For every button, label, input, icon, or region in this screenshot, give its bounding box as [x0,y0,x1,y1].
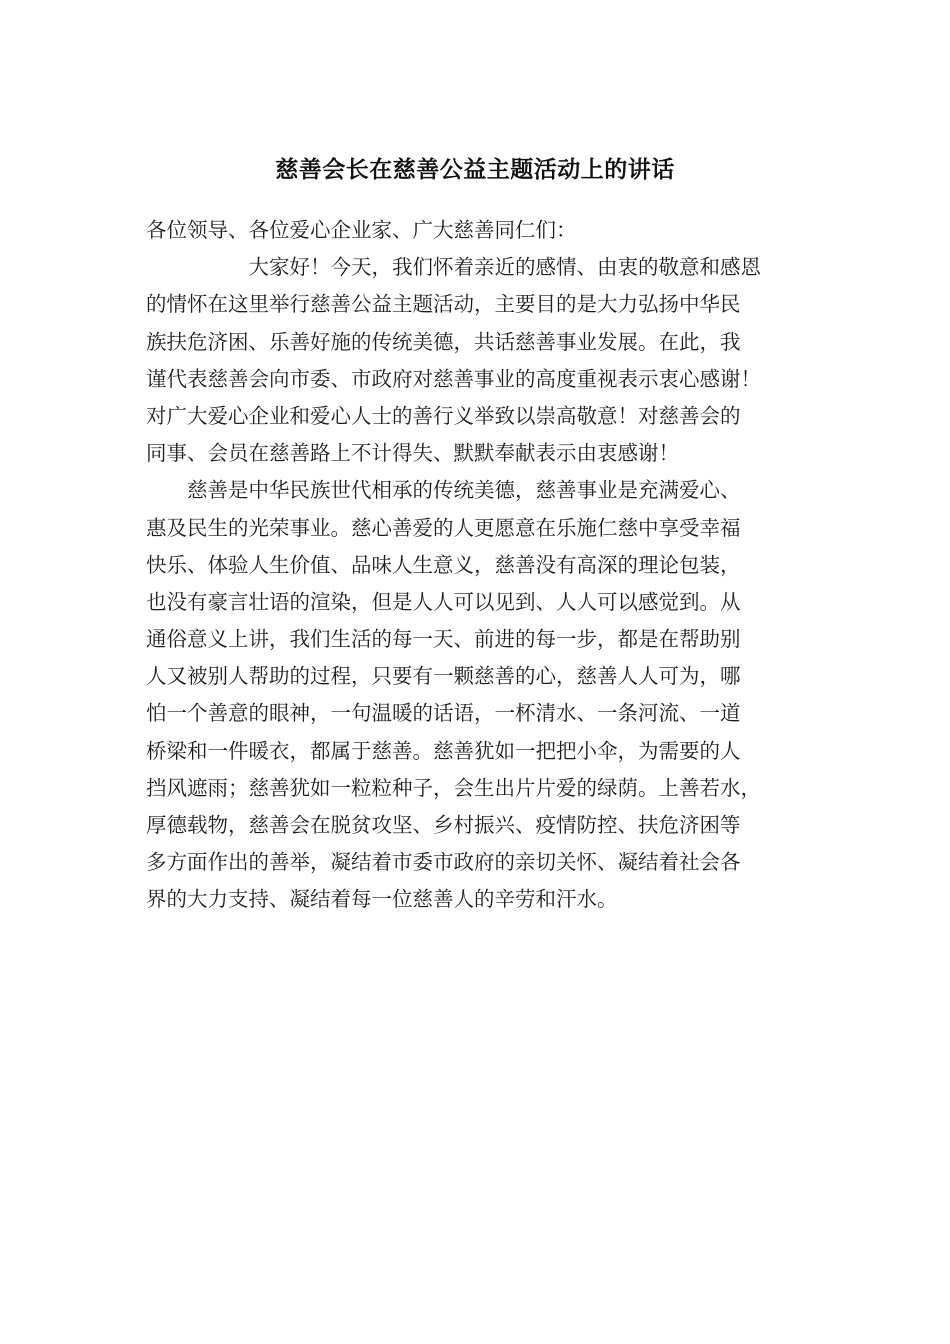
text-line: 对广大爱心企业和爱心人士的善行义举致以崇高敬意！对慈善会的 [146,403,741,428]
text-line: 同事、会员在慈善路上不计得失、默默奉献表示由衷感谢！ [146,441,679,466]
text-line: 多方面作出的善举，凝结着市委市政府的亲切关怀、凝结着社会各 [146,850,741,875]
text-line: 大家好！今天，我们怀着亲近的感情、由衷的敬意和感恩 [146,255,761,280]
text-line: 族扶危济困、乐善好施的传统美德，共话慈善事业发展。在此，我 [146,329,741,354]
text-line: 的情怀在这里举行慈善公益主题活动，主要目的是大力弘扬中华民 [146,292,741,317]
text-line: 慈善是中华民族世代相承的传统美德，慈善事业是充满爱心、 [146,478,741,503]
document-title: 慈善会长在慈善公益主题活动上的讲话 [275,157,675,183]
text-line: 惠及民生的光荣事业。慈心善爱的人更愿意在乐施仁慈中享受幸福 [146,515,741,540]
text-line: 挡风遮雨；慈善犹如一粒粒种子，会生出片片爱的绿荫。上善若水， [146,775,761,800]
text-line: 界的大力支持、凝结着每一位慈善人的辛劳和汗水。 [146,887,618,912]
text-line: 也没有豪言壮语的渲染，但是人人可以见到、人人可以感觉到。从 [146,589,741,614]
text-line: 谨代表慈善会向市委、市政府对慈善事业的高度重视表示衷心感谢！ [146,366,761,391]
text-line: 通俗意义上讲，我们生活的每一天、前进的每一步，都是在帮助别 [146,627,741,652]
text-line: 人又被别人帮助的过程，只要有一颗慈善的心，慈善人人可为，哪 [146,664,741,689]
text-line: 厚德载物，慈善会在脱贫攻坚、乡村振兴、疫情防控、扶危济困等 [146,813,741,837]
text-line: 桥梁和一件暖衣，都属于慈善。慈善犹如一把把小伞，为需要的人 [146,738,741,763]
speech-body [146,212,806,919]
text-line: 各位领导、各位爱心企业家、广大慈善同仁们： [146,218,577,242]
text-line: 怕一个善意的眼神，一句温暖的话语，一杯清水、一条河流、一道 [146,701,741,726]
text-line: 快乐、体验人生价值、品味人生意义，慈善没有高深的理论包装， [146,552,741,577]
